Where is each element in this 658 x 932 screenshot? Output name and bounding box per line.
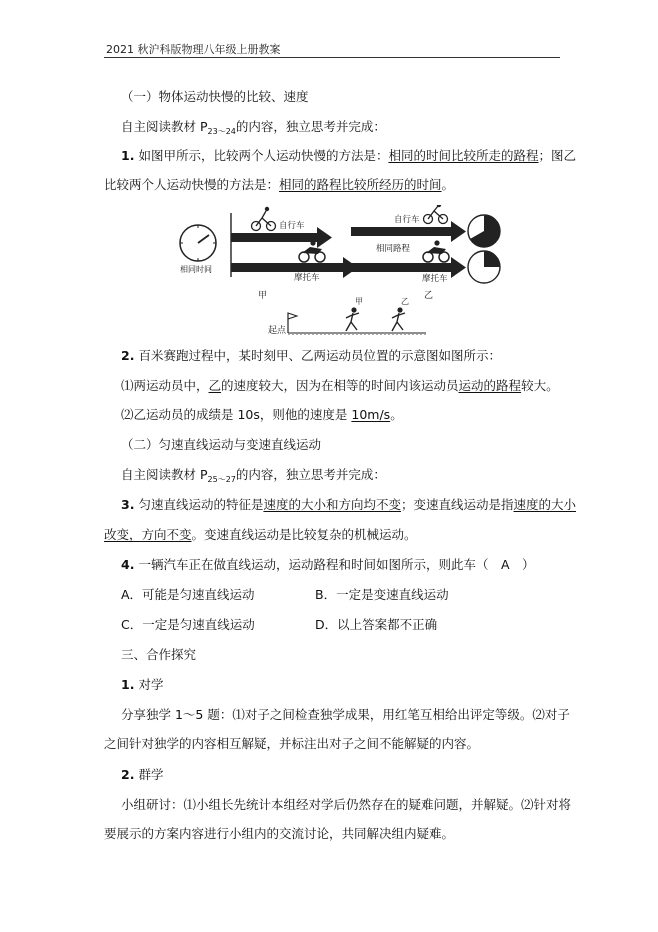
intro2-suffix: 的内容，独立思考并完成： [235, 467, 386, 482]
s1-line1: 分享独学 1～5 题：⑴对子之间检查独学成果，用红笔互相给出评定等级。⑵对子 [121, 707, 570, 722]
q1-line1 [121, 148, 576, 164]
s1-title: 对学 [138, 677, 164, 692]
q1-number: 1. [121, 148, 135, 163]
q4-option-d: D．以上答案都不正确 [315, 617, 438, 632]
timer-icon-moto [468, 251, 500, 283]
q2-text: 百米赛跑过程中，某时刻甲、乙两运动员位置的示意图如图所示： [138, 348, 501, 363]
intro-suffix: 的内容，独立思考并完成： [235, 119, 386, 134]
q2-p1-c: 较大。 [521, 378, 559, 393]
intro2-prefix: 自主阅读教材 P [121, 467, 208, 482]
q1-answer-b: 相同的路程比较所经历的时间 [279, 177, 442, 192]
q3-answer-a: 速度的大小和方向均不变 [263, 497, 401, 512]
start-label: 起点 [268, 326, 287, 335]
q2-p2-b: 。 [390, 407, 403, 422]
bicycle-icon-yi [424, 205, 448, 224]
q4-text: 一辆汽车正在做直线运动，运动路程和时间如图所示，则此车（ A ） [138, 557, 535, 572]
clock-icon [180, 225, 216, 261]
s1-number: 1. [121, 677, 135, 692]
intro-pages: 23～24 [207, 127, 236, 136]
q2-line [121, 348, 501, 364]
q3-text-c: 。变速直线运动是比较复杂的机械运动。 [191, 527, 417, 542]
s2-title-line [121, 767, 163, 783]
section2-intro [121, 467, 386, 488]
s1-line2: 之间针对独学的内容相互解疑，并标注出对子之间不能解疑的内容。 [104, 736, 480, 751]
q1-text-end: 。 [441, 177, 455, 192]
q1-text-a: 如图甲所示，比较两个人运动快慢的方法是： [138, 148, 389, 163]
section3-heading: 三、合作探究 [121, 647, 197, 662]
runner-yi-icon [392, 307, 405, 331]
timer-icon-bike [468, 215, 500, 247]
runner-yi-label: 乙 [401, 297, 409, 306]
section2-heading: （二）匀速直线运动与变速直线运动 [121, 437, 322, 452]
section1-intro [121, 119, 386, 140]
bike-label-yi: 自行车 [394, 215, 420, 225]
q1-text-c: 比较两个人运动快慢的方法是： [104, 177, 280, 192]
q3-answer-b2: 改变，方向不变 [104, 527, 192, 542]
motorcycle-icon-yi [423, 240, 449, 262]
figure-yi-label: 乙 [424, 291, 434, 301]
section1-heading: （一）物体运动快慢的比较、速度 [121, 89, 309, 104]
s2-title: 群学 [138, 767, 164, 782]
q4-line [121, 557, 535, 573]
motion-comparison-figure [176, 205, 506, 335]
same-path-label: 相同路程 [376, 244, 411, 254]
q2-p1-answer2: 运动的路程 [458, 378, 522, 393]
q2-p1-answer1: 乙 [208, 378, 222, 393]
q2-p2-a: ⑵乙运动员的成绩是 10s，则他的速度是 [121, 407, 352, 422]
moto-label-yi: 摩托车 [422, 274, 448, 284]
q4-option-c: C．一定是匀速直线运动 [121, 617, 255, 632]
q2-p1-b: 的速度较大，因为在相等的时间内该运动员 [221, 378, 459, 393]
q3-text-a: 匀速直线运动的特征是 [138, 497, 264, 512]
q1-answer-a: 相同的时间比较所走的路程 [388, 148, 539, 163]
moto-label-jia: 摩托车 [294, 273, 320, 283]
runner-jia-label: 甲 [355, 297, 363, 306]
s2-line2: 要展示的方案内容进行小组内的交流讨论，共同解决组内疑难。 [104, 826, 455, 841]
s2-line1: 小组研讨：⑴小组长先统计本组经对学后仍然存在的疑难问题，并解疑。⑵针对将 [121, 797, 572, 812]
q2-part2 [121, 407, 403, 423]
q2-p2-answer: 10m/s [351, 407, 391, 422]
q4-option-b: B．一定是变速直线运动 [315, 587, 449, 602]
q4-number: 4. [121, 557, 135, 572]
s1-title-line [121, 677, 163, 693]
q3-answer-b1: 速度的大小 [513, 497, 576, 512]
intro-prefix: 自主阅读教材 P [121, 119, 208, 134]
q1-text-b: ；图乙 [538, 148, 576, 163]
bicycle-icon [252, 207, 276, 231]
q3-line2 [104, 527, 417, 543]
q3-number: 3. [121, 497, 135, 512]
q2-p1-a: ⑴两运动员中， [121, 378, 209, 393]
header-title: 2021 秋沪科版物理八年级上册教案 [106, 43, 281, 56]
q3-line1 [121, 497, 576, 513]
s2-number: 2. [121, 767, 135, 782]
header-divider [104, 57, 560, 58]
q2-number: 2. [121, 348, 135, 363]
start-flag-icon [288, 313, 297, 333]
clock-label: 相同时间 [180, 265, 212, 274]
figure-jia-label: 甲 [258, 291, 268, 301]
q2-part1 [121, 378, 559, 394]
q3-text-b: ；变速直线运动是指 [400, 497, 514, 512]
q1-line2 [104, 177, 454, 193]
q4-option-a: A．可能是匀速直线运动 [121, 587, 255, 602]
bike-label-jia: 自行车 [279, 221, 305, 231]
runner-jia-icon [346, 307, 359, 331]
intro2-pages: 25～27 [207, 475, 236, 484]
